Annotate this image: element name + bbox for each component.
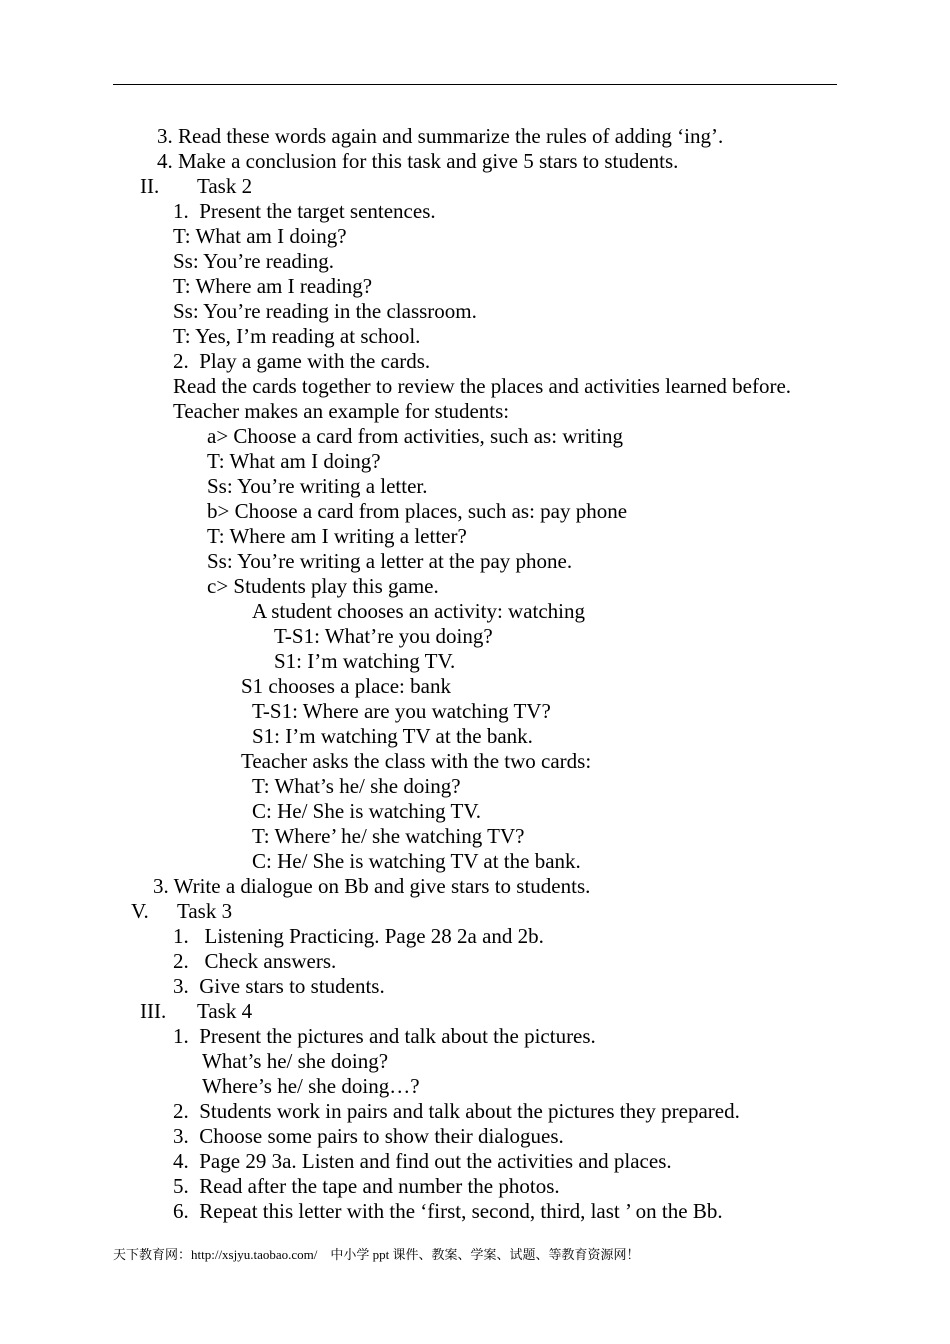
text-line: Ss: You’re writing a letter at the pay phone.: [207, 549, 573, 573]
text-line: 2. Students work in pairs and talk about the pictures they prepared.: [173, 1099, 740, 1123]
text-line: S1 chooses a place: bank: [241, 674, 451, 698]
text-line: What’s he/ she doing?: [202, 1049, 389, 1073]
text-line: A student chooses an activity: watching: [252, 599, 586, 623]
text-line: b> Choose a card from places, such as: pay phone: [207, 499, 628, 523]
section-number: III.: [140, 999, 167, 1023]
text-line: a> Choose a card from activities, such as: writing: [207, 424, 623, 448]
text-line: 1. Present the pictures and talk about the pictures.: [173, 1024, 596, 1048]
text-line: S1: I’m watching TV.: [274, 649, 456, 673]
text-line: 3. Read these words again and summarize the rules of adding ‘ing’.: [157, 124, 724, 148]
text-line: T: What am I doing?: [207, 449, 381, 473]
section-heading: Task 3: [177, 899, 233, 923]
text-line: 1. Listening Practicing. Page 28 2a and 2b.: [173, 924, 544, 948]
text-line: 4. Make a conclusion for this task and give 5 stars to students.: [157, 149, 679, 173]
text-line: 3. Give stars to students.: [173, 974, 385, 998]
text-line: Where’s he/ she doing…?: [202, 1074, 420, 1098]
text-line: T-S1: What’re you doing?: [274, 624, 493, 648]
text-line: c> Students play this game.: [207, 574, 439, 598]
text-line: T: What’s he/ she doing?: [252, 774, 461, 798]
text-line: Read the cards together to review the places and activities learned before.: [173, 374, 792, 398]
text-line: Teacher asks the class with the two cards:: [241, 749, 592, 773]
text-line: T-S1: Where are you watching TV?: [252, 699, 551, 723]
text-line: 2. Check answers.: [173, 949, 337, 973]
text-line: T: Where’ he/ she watching TV?: [252, 824, 525, 848]
text-line: 5. Read after the tape and number the photos.: [173, 1174, 560, 1198]
text-line: Ss: You’re reading.: [173, 249, 334, 273]
text-line: S1: I’m watching TV at the bank.: [252, 724, 533, 748]
section-number: II.: [140, 174, 160, 198]
text-line: T: What am I doing?: [173, 224, 347, 248]
header-rule: [113, 84, 837, 85]
text-line: 3. Write a dialogue on Bb and give stars to students.: [153, 874, 591, 898]
text-line: C: He/ She is watching TV at the bank.: [252, 849, 581, 873]
text-line: 1. Present the target sentences.: [173, 199, 436, 223]
text-line: T: Yes, I’m reading at school.: [173, 324, 421, 348]
text-line: 4. Page 29 3a. Listen and find out the activities and places.: [173, 1149, 672, 1173]
text-line: 3. Choose some pairs to show their dialogues.: [173, 1124, 564, 1148]
text-line: Ss: You’re reading in the classroom.: [173, 299, 477, 323]
text-line: C: He/ She is watching TV.: [252, 799, 482, 823]
section-heading: Task 2: [197, 174, 253, 198]
text-line: 6. Repeat this letter with the ‘first, second, third, last ’ on the Bb.: [173, 1199, 723, 1223]
text-line: T: Where am I reading?: [173, 274, 373, 298]
section-number: V.: [131, 899, 149, 923]
text-line: Teacher makes an example for students:: [173, 399, 510, 423]
text-line: Ss: You’re writing a letter.: [207, 474, 428, 498]
section-heading: Task 4: [197, 999, 253, 1023]
text-line: T: Where am I writing a letter?: [207, 524, 467, 548]
page-footer: 天下教育网：http://xsjyu.taobao.com/ 中小学 ppt 课件、教案、学案、试题、等教育资源网！: [113, 1247, 640, 1262]
text-line: 2. Play a game with the cards.: [173, 349, 431, 373]
